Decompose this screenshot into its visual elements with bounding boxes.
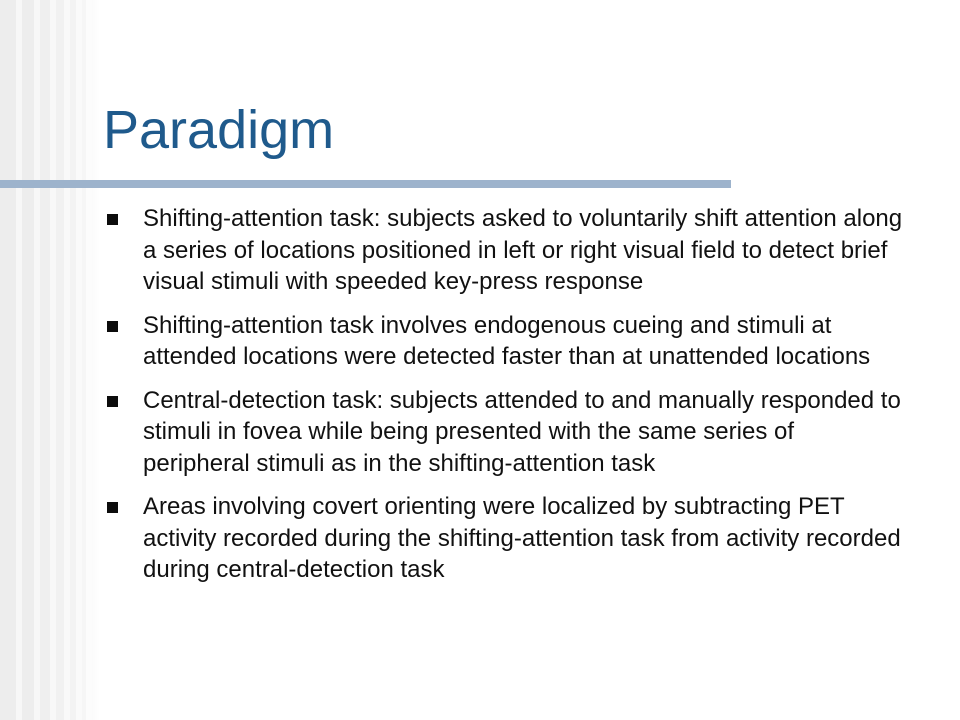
bullet-item xyxy=(104,310,904,373)
bullet-item xyxy=(104,203,904,298)
bullet-text: Shifting-attention task involves endogenous cueing and stimuli at attended locations were detected faster than at unattended locations xyxy=(143,311,871,370)
slide-title: Paradigm xyxy=(103,100,335,160)
bullet-list xyxy=(104,203,904,598)
bullet-item xyxy=(104,491,904,586)
square-bullet-icon xyxy=(107,214,118,225)
square-bullet-icon xyxy=(107,396,118,407)
square-bullet-icon xyxy=(107,321,118,332)
bullet-text: Shifting-attention task: subjects asked to voluntarily shift attention along a series of locations positioned in left or right visual field to detect brief visual stimuli with speeded key-press response xyxy=(143,205,903,295)
decorative-stripe-band xyxy=(0,0,100,720)
bullet-item xyxy=(104,385,904,480)
title-underline-rule xyxy=(0,180,731,188)
bullet-text: Central-detection task: subjects attended to and manually responded to stimuli in fovea while being presented with the same series of peripheral stimuli as in the shifting-attention task xyxy=(143,386,901,477)
bullet-text: Areas involving covert orienting were localized by subtracting PET activity recorded during the shifting-attention task from activity recorded during central-detection task xyxy=(143,493,901,583)
square-bullet-icon xyxy=(107,502,118,513)
